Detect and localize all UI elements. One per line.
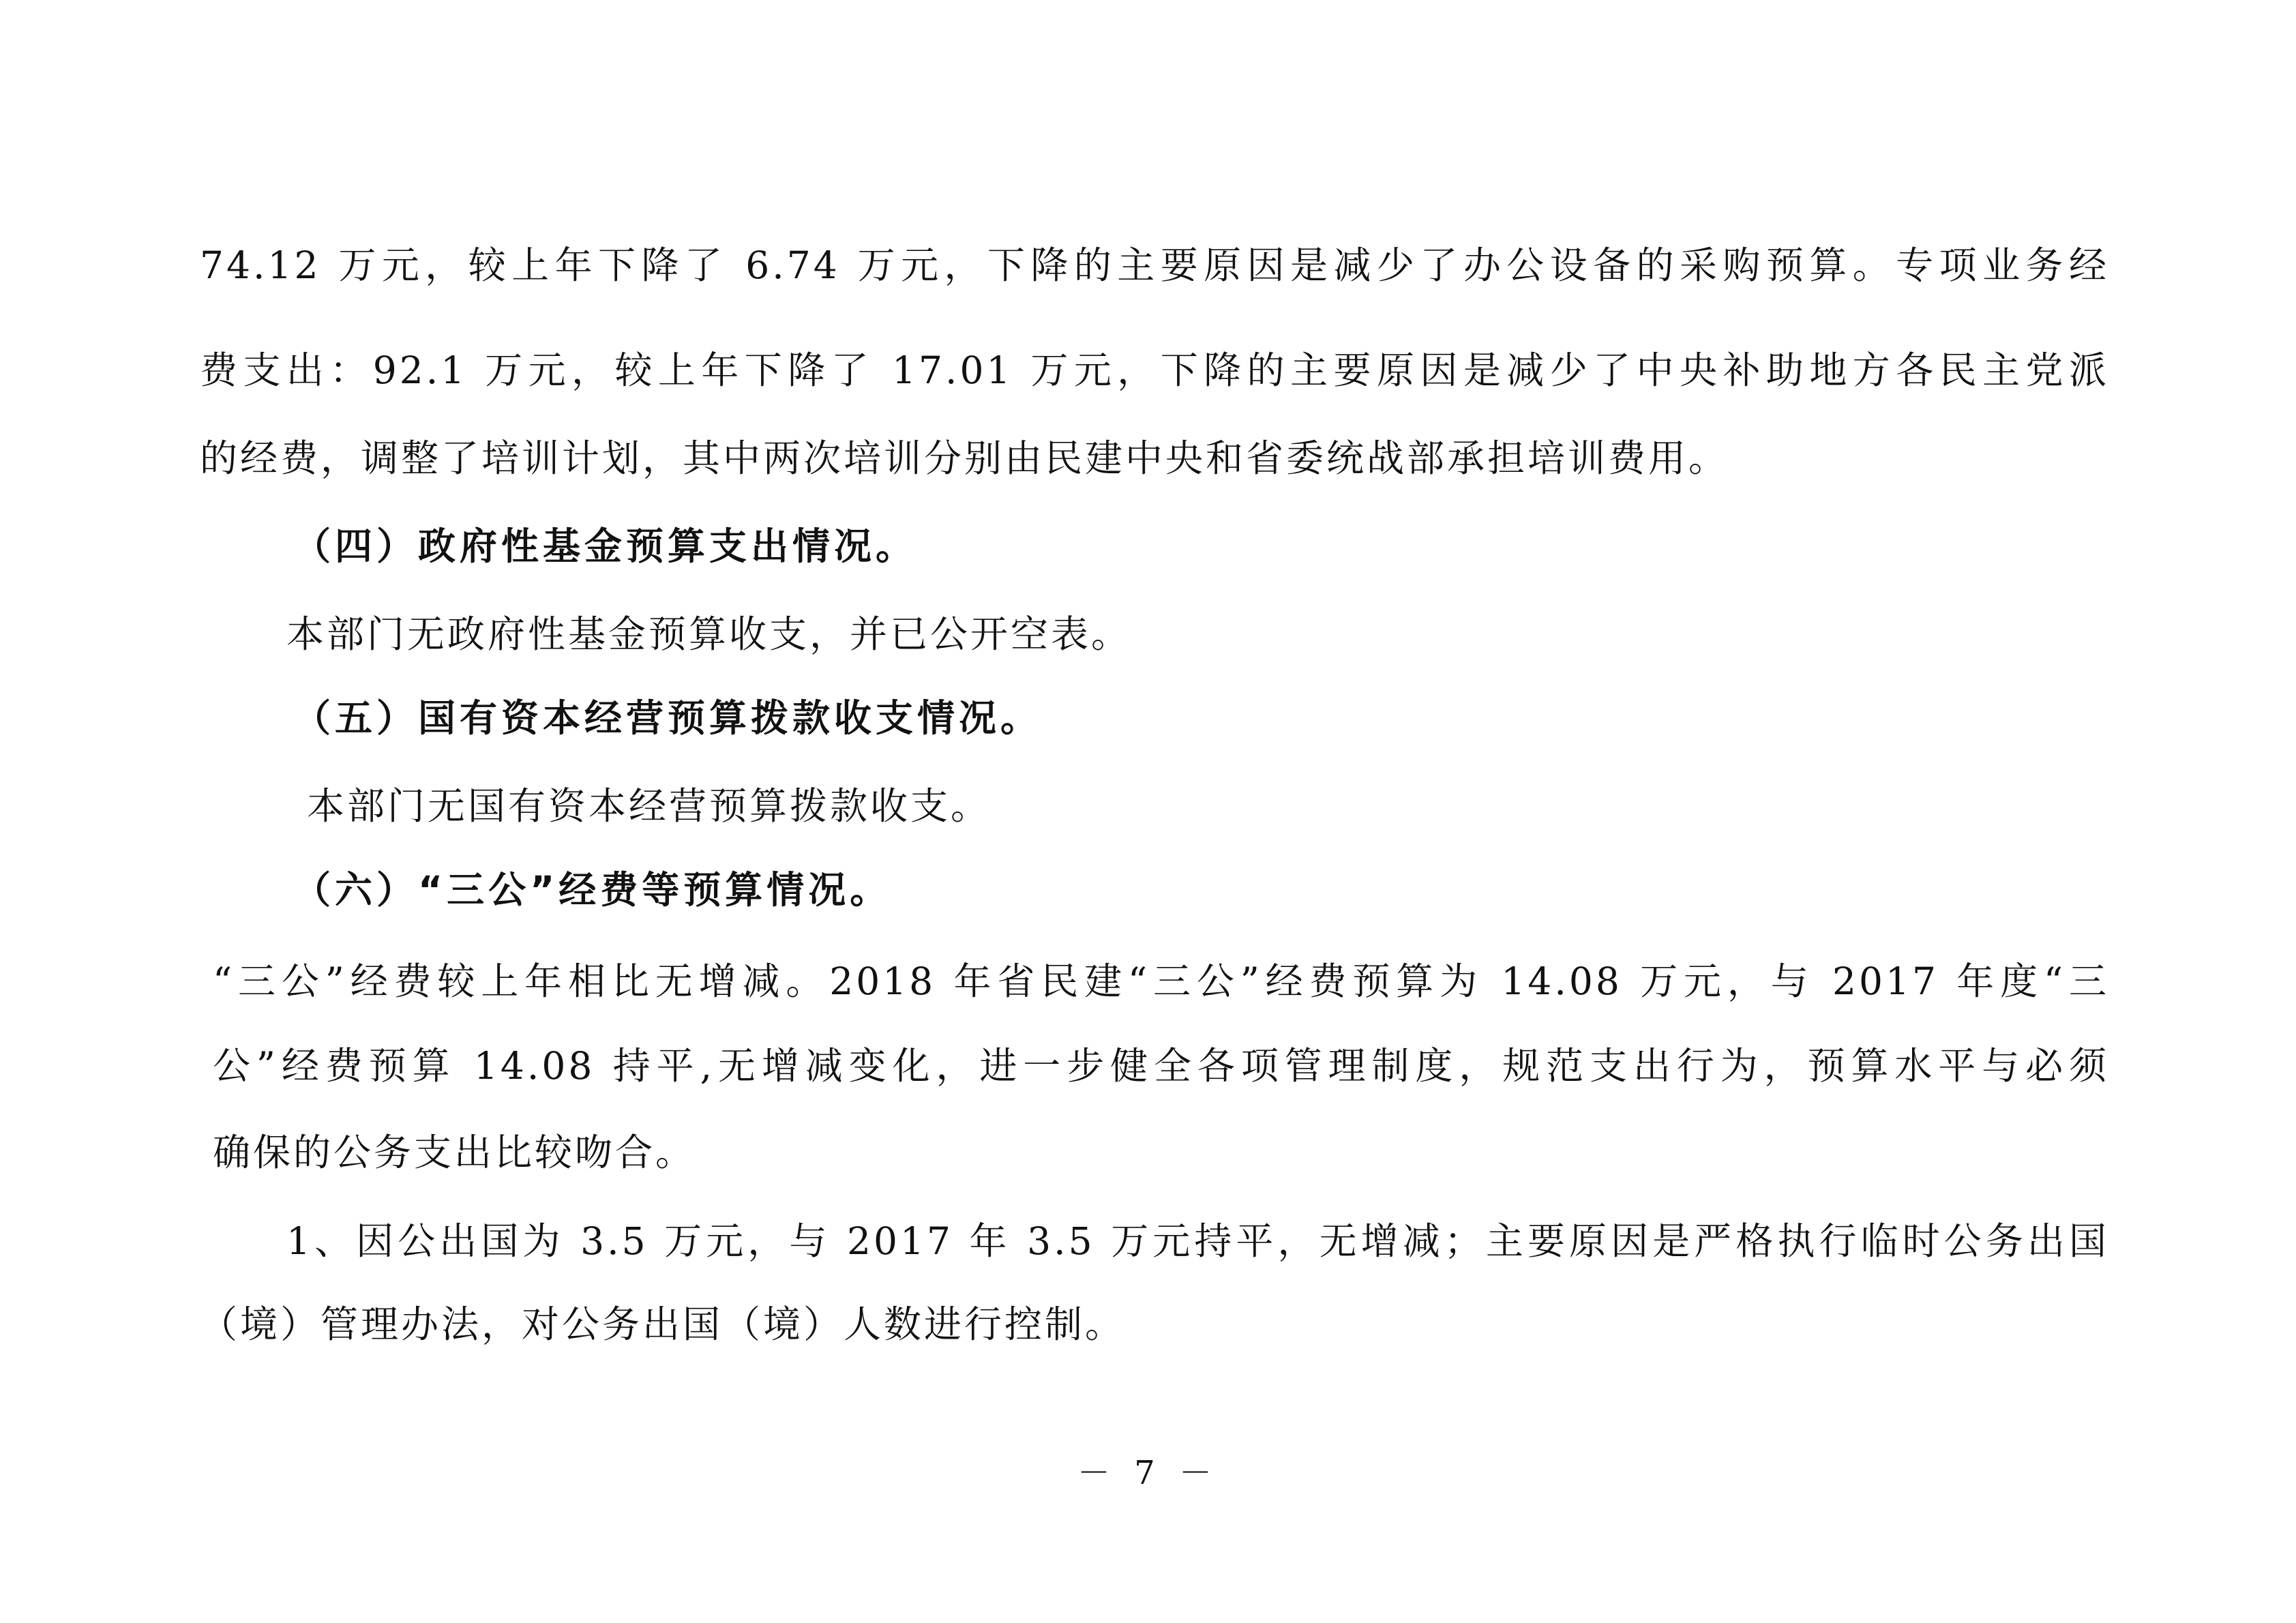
page-number: － 7 －	[1077, 1454, 1219, 1492]
paragraph-line: 费支出：92.1 万元，较上年下降了 17.01 万元，下降的主要原因是减少了中央补助地方各民主党派	[200, 348, 2109, 392]
paragraph-line: 公”经费预算 14.08 持平,无增减变化，进一步健全各项管理制度，规范支出行为，预算水平与必须	[213, 1044, 2109, 1088]
section-heading: （六）“三公”经费等预算情况。	[293, 868, 892, 912]
paragraph-line: 的经费，调整了培训计划，其中两次培训分别由民建中央和省委统战部承担培训费用。	[200, 436, 1729, 480]
section-heading: （五）国有资本经营预算拨款收支情况。	[293, 696, 1043, 740]
paragraph-line: 本部门无国有资本经营预算拨款收支。	[307, 784, 992, 828]
paragraph-line: （境）管理办法，对公务出国（境）人数进行控制。	[200, 1302, 1126, 1346]
paragraph-line: “三公”经费较上年相比无增减。2018 年省民建“三公”经费预算为 14.08 万元，与 2017 年度“三	[213, 959, 2109, 1003]
section-heading: （四）政府性基金预算支出情况。	[293, 524, 918, 568]
paragraph-line: 本部门无政府性基金预算收支，并已公开空表。	[286, 612, 1132, 656]
paragraph-line: 确保的公务支出比较吻合。	[213, 1131, 696, 1174]
paragraph-line: 1、因公出国为 3.5 万元，与 2017 年 3.5 万元持平，无增减；主要原因是严格执行临时公务出国	[286, 1219, 2109, 1263]
paragraph-line: 74.12 万元，较上年下降了 6.74 万元，下降的主要原因是减少了办公设备的采购预算。专项业务经	[200, 243, 2109, 287]
